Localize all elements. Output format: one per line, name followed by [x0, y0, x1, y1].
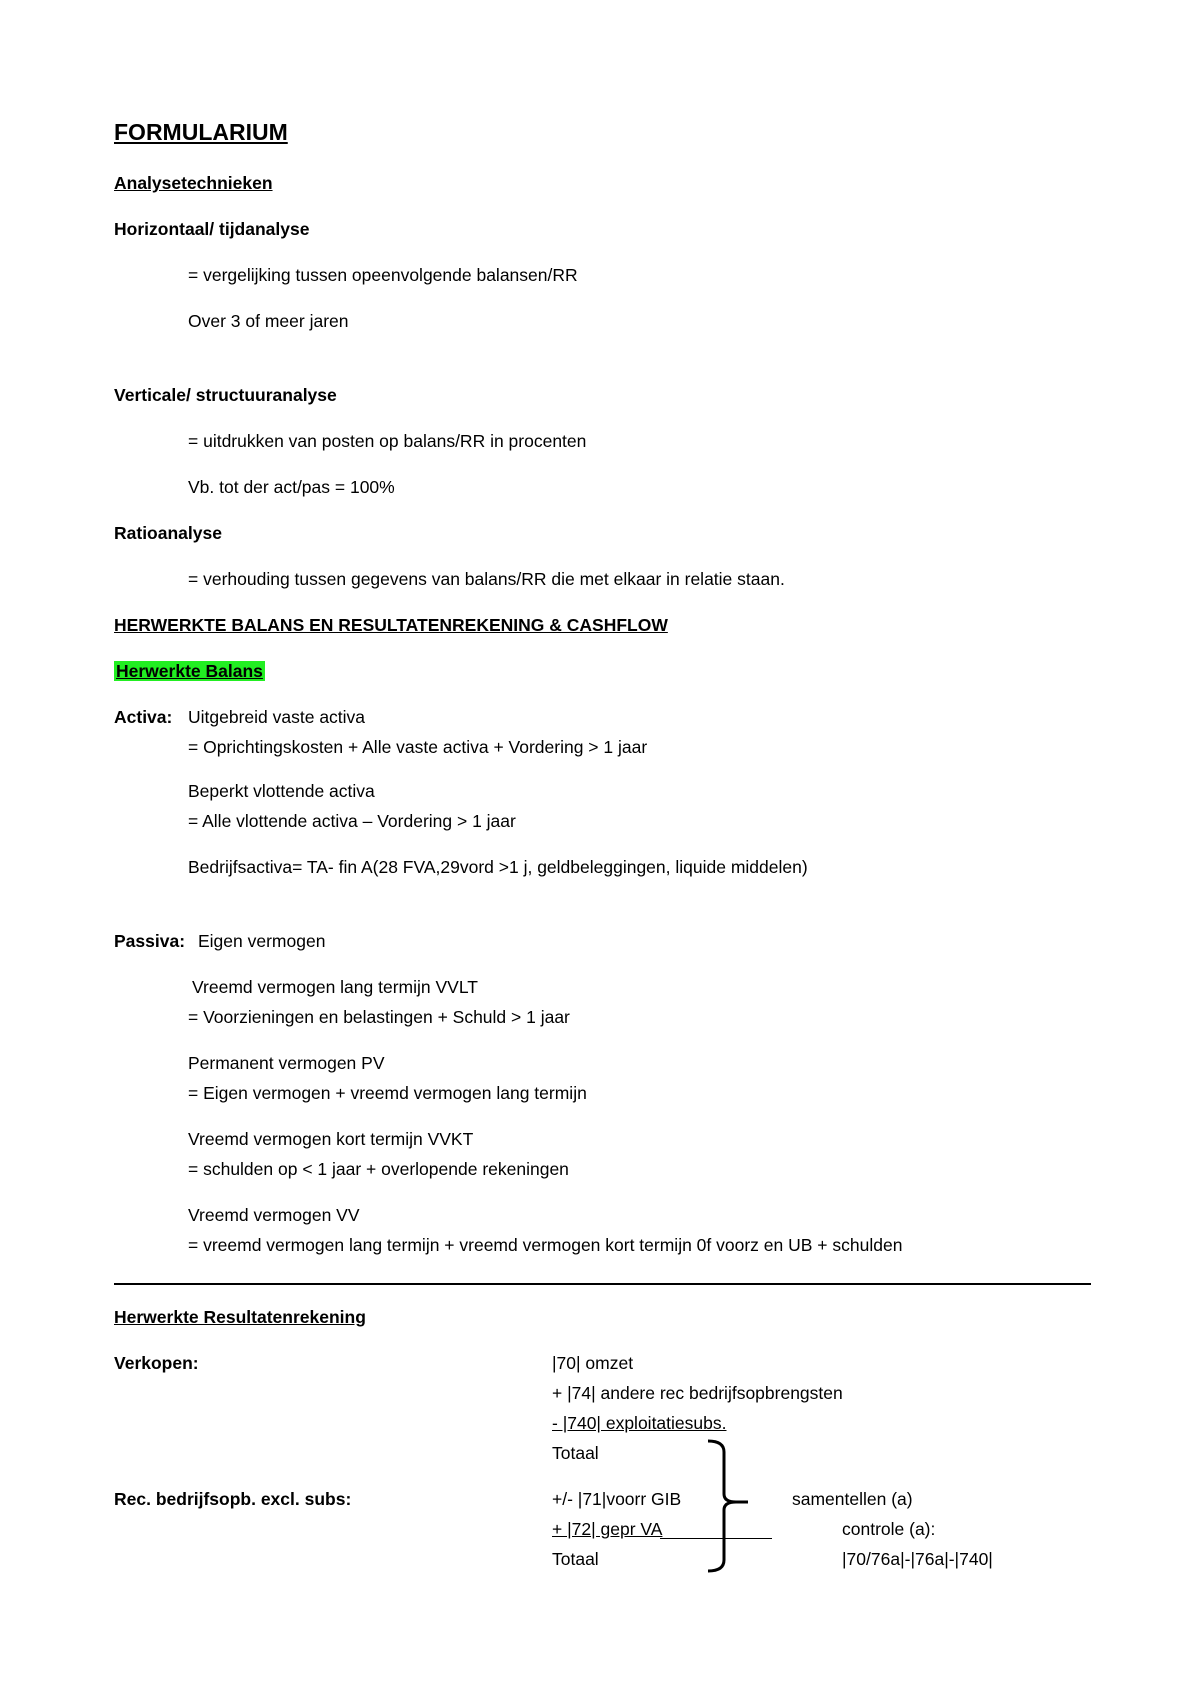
vertical-analysis-note: Vb. tot der act/pas = 100% [188, 477, 395, 497]
curly-brace-icon [700, 1438, 750, 1574]
activa-item-fixed: Uitgebreid vaste activa [188, 707, 366, 727]
balance-heading [114, 660, 265, 682]
passiva-item-permanent-capital: Permanent vermogen PV [188, 1053, 385, 1073]
activa-item-current: Beperkt vlottende activa [188, 781, 375, 801]
sales-label: Verkopen: [114, 1353, 199, 1373]
analysis-heading: Analysetechnieken [114, 173, 273, 193]
passiva-item-short-term-debt: Vreemd vermogen kort termijn VVKT [188, 1129, 474, 1149]
horizontal-analysis-definition: = vergelijking tussen opeenvolgende balansen/RR [188, 265, 578, 285]
activa-item-current-definition: = Alle vlottende activa – Vordering > 1 jaar [188, 811, 516, 831]
rec-total: Totaal [552, 1549, 599, 1569]
rec-line-produced-fixed-assets: + |72| gepr VA [552, 1519, 663, 1539]
passiva-item-long-term-debt: Vreemd vermogen lang termijn VVLT [192, 977, 478, 997]
vertical-analysis-label: Verticale/ structuuranalyse [114, 385, 337, 405]
passiva-item-short-term-debt-definition: = schulden op < 1 jaar + overlopende rekeningen [188, 1159, 569, 1179]
rec-line-inventory-change: +/- |71|voorr GIB [552, 1489, 682, 1509]
check-formula: |70/76a|-|76a|-|740| [842, 1549, 993, 1569]
activa-item-operating-assets: Bedrijfsactiva= TA- fin A(28 FVA,29vord >1 j, geldbeleggingen, liquide middelen) [188, 857, 808, 877]
page-title: FORMULARIUM [114, 119, 288, 145]
horizontal-analysis-note: Over 3 of meer jaren [188, 311, 349, 331]
horizontal-divider [114, 1283, 1091, 1285]
passiva-item-equity: Eigen vermogen [198, 931, 326, 951]
horizontal-analysis-label: Horizontaal/ tijdanalyse [114, 219, 310, 239]
balance-heading-highlight: Herwerkte Balans [116, 661, 263, 681]
ratio-analysis-definition: = verhouding tussen gegevens van balans/RR die met elkaar in relatie staan. [188, 569, 785, 589]
passiva-item-total-debt-definition: = vreemd vermogen lang termijn + vreemd vermogen kort termijn 0f voorz en UB + schulden [188, 1235, 903, 1255]
passiva-item-total-debt: Vreemd vermogen VV [188, 1205, 360, 1225]
sales-line-subsidies: - |740| exploitatiesubs. [552, 1413, 727, 1433]
income-heading: Herwerkte Resultatenrekening [114, 1307, 366, 1327]
sales-total: Totaal [552, 1443, 599, 1463]
vertical-analysis-definition: = uitdrukken van posten op balans/RR in procenten [188, 431, 587, 451]
sales-line-revenue: |70| omzet [552, 1353, 634, 1373]
passiva-item-long-term-debt-definition: = Voorzieningen en belastingen + Schuld > 1 jaar [188, 1007, 570, 1027]
section-heading-balance-income-cashflow: HERWERKTE BALANS EN RESULTATENREKENING & CASHFLOW [114, 615, 668, 635]
rec-label: Rec. bedrijfsopb. excl. subs: [114, 1489, 352, 1509]
sales-line-other-income: + |74| andere rec bedrijfsopbrengsten [552, 1383, 843, 1403]
passiva-item-permanent-capital-definition: = Eigen vermogen + vreemd vermogen lang termijn [188, 1083, 587, 1103]
combine-note: samentellen (a) [792, 1489, 913, 1509]
check-label: controle (a): [842, 1519, 936, 1539]
activa-label: Activa: [114, 707, 173, 727]
passiva-label: Passiva: [114, 931, 186, 951]
ratio-analysis-label: Ratioanalyse [114, 523, 222, 543]
activa-item-fixed-definition: = Oprichtingskosten + Alle vaste activa + Vordering > 1 jaar [188, 737, 648, 757]
